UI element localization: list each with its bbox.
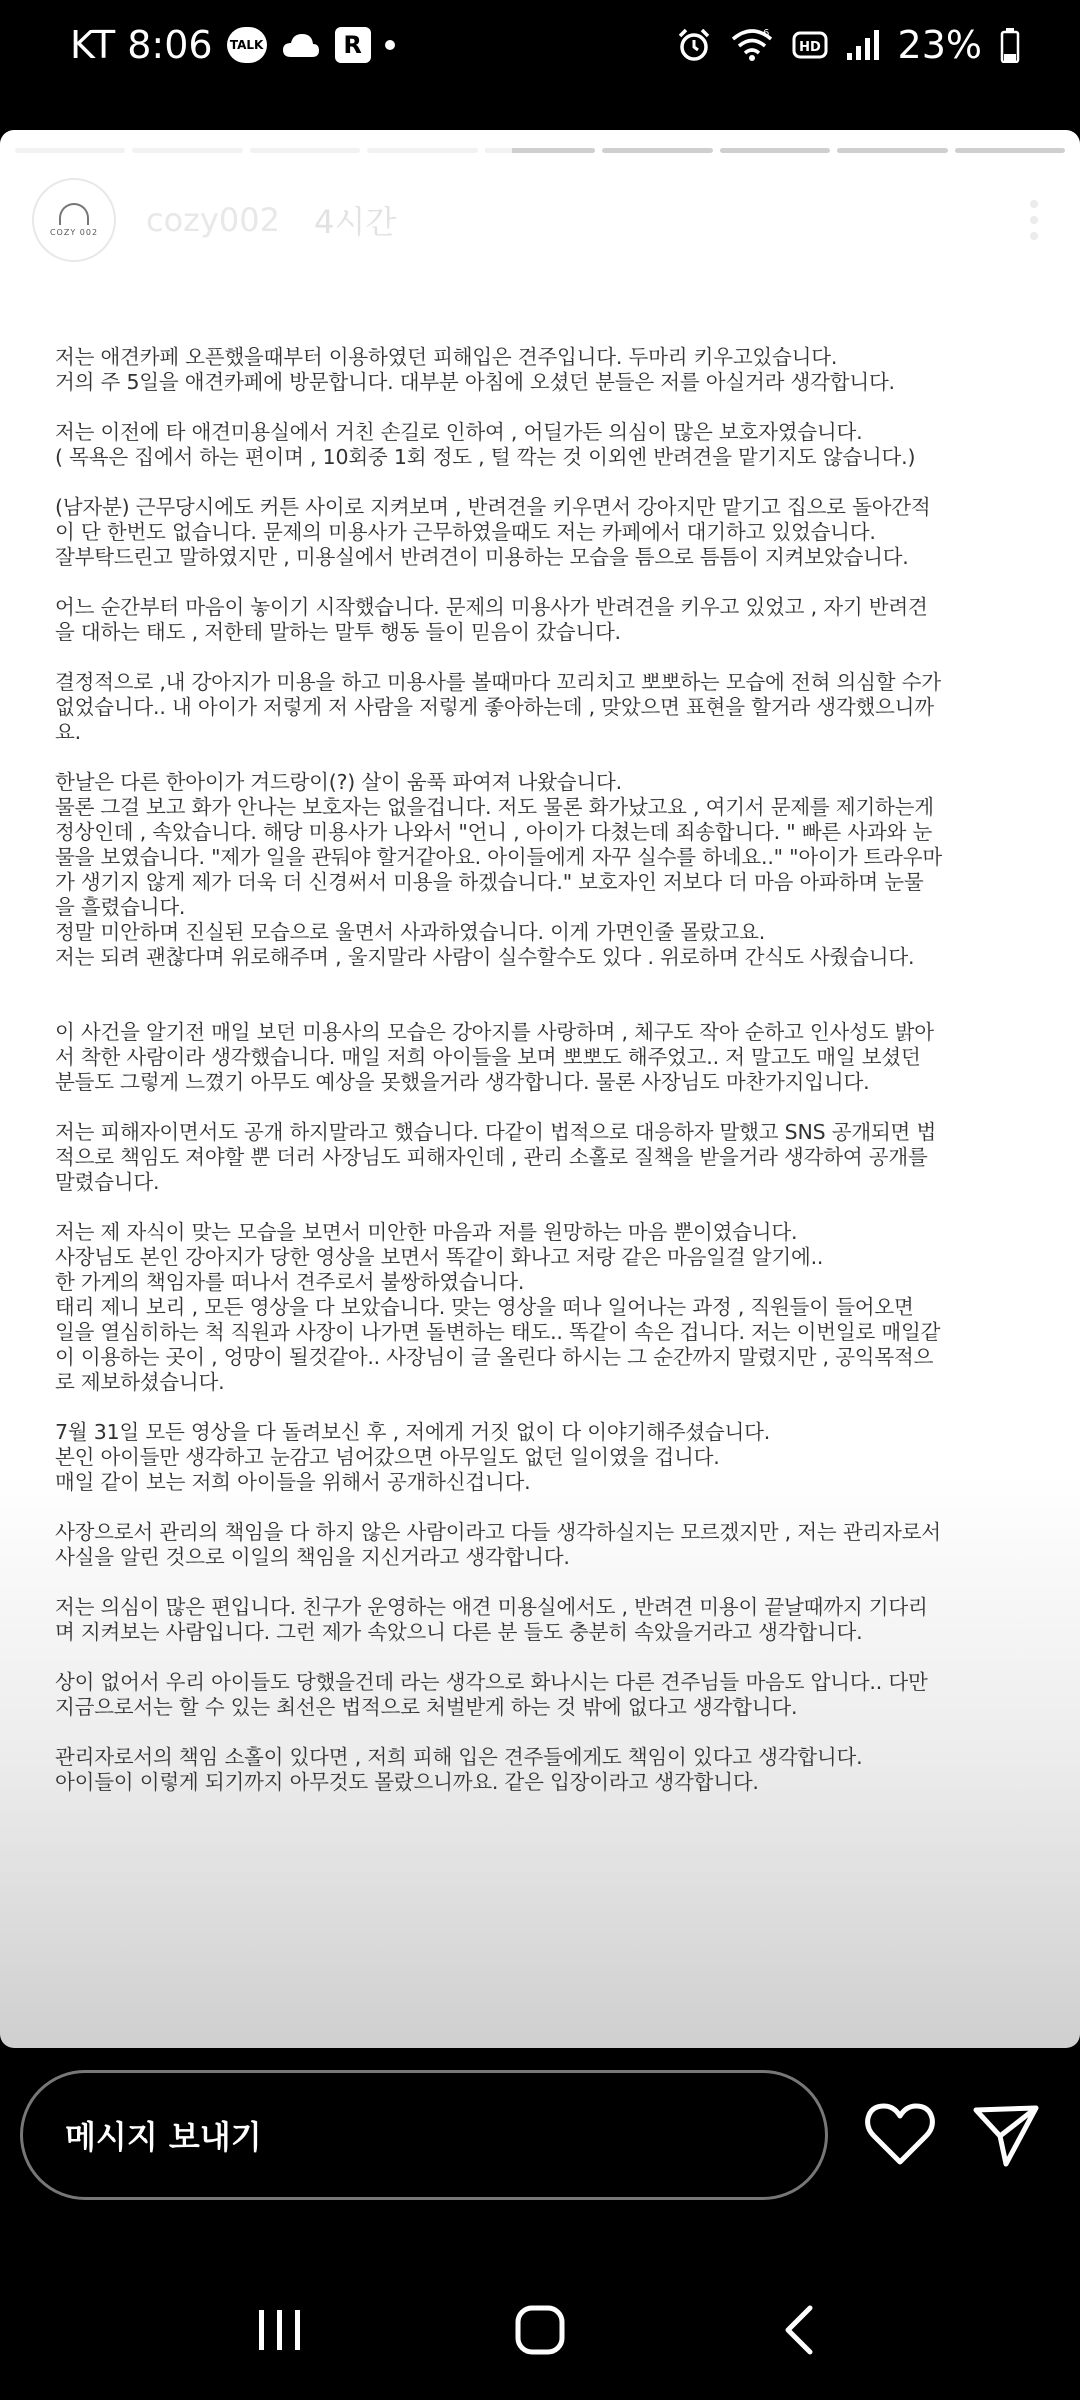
wifi-icon	[730, 27, 774, 63]
story-text-line: 저는 애견카페 오픈했을때부터 이용하였던 피해입은 견주입니다. 두마리 키우고있습니다.	[55, 345, 838, 369]
story-text-line: 로 제보하셨습니다.	[55, 1370, 225, 1394]
story-time-ago: 4시간	[313, 203, 397, 241]
notification-dot-icon	[385, 40, 395, 50]
story-text-line: 잘부탁드린고 말하였지만 , 미용실에서 반려견이 미용하는 모습을 틈으로 틈틈이 지켜보았습니다.	[55, 545, 909, 569]
story-progress-fill	[15, 148, 125, 153]
story-progress-fill	[250, 148, 360, 153]
story-text-line: (남자분) 근무당시에도 커튼 사이로 지켜보며 , 반려견을 키우면서 강아지만 맡기고 집으로 돌아간적	[55, 495, 931, 519]
story-paragraph	[55, 1520, 1030, 1570]
avatar-logo-text: COZY 002	[49, 228, 99, 237]
story-text-line: 매일 같이 보는 저희 아이들을 위해서 공개하신겁니다.	[55, 1470, 531, 1494]
story-text-line: 관리자로서의 책임 소홀이 있다면 , 저희 피해 입은 견주들에게도 책임이 있다고 생각합니다.	[55, 1745, 863, 1769]
story-paragraph	[55, 670, 1030, 745]
story-progress-segment	[485, 148, 595, 153]
story-text-line: 적으로 책임도 져야할 뿐 더러 사장님도 피해자인데 , 관리 소홀로 질책을 받을거라 생각하여 공개를	[55, 1145, 928, 1169]
story-text-line: 한날은 다른 한아이가 겨드랑이(?) 살이 움푹 파여져 나왔습니다.	[55, 770, 622, 794]
story-card[interactable]	[0, 130, 1080, 2048]
recents-icon[interactable]	[240, 2290, 320, 2370]
more-options-icon[interactable]	[1030, 200, 1048, 240]
story-progress-segment	[250, 148, 360, 153]
story-text-line: ( 목욕은 집에서 하는 편이며 , 10회중 1회 정도 , 털 깍는 것 이외엔 반려견을 맡기지도 않습니다.)	[55, 445, 916, 469]
status-bar	[0, 0, 1080, 90]
story-progress-fill	[132, 148, 242, 153]
story-text-line: 결정적으로 ,내 강아지가 미용을 하고 미용사를 볼때마다 꼬리치고 뽀뽀하는 모습에 전혀 의심할 수가	[55, 670, 941, 694]
story-username[interactable]: cozy002	[146, 201, 280, 239]
story-text-line: 을 흘렸습니다.	[55, 895, 186, 919]
story-text-line: 저는 되려 괜찮다며 위로해주며 , 울지말라 사람이 실수할수도 있다 . 위로하며 간식도 사줬습니다.	[55, 945, 915, 969]
story-paragraph	[55, 345, 1030, 395]
story-progress-segment	[15, 148, 125, 153]
story-text-line: 한 가게의 책임자를 떠나서 견주로서 불쌍하였습니다.	[55, 1270, 525, 1294]
story-text-line: 정말 미안하며 진실된 모습으로 울면서 사과하였습니다. 이게 가면인줄 몰랐고요.	[55, 920, 766, 944]
battery-icon	[1000, 27, 1020, 63]
story-text-line: 을 대하는 태도 , 저한테 말하는 말투 행동 들이 믿음이 갔습니다.	[55, 620, 621, 644]
story-text-line: 물론 그걸 보고 화가 안나는 보호자는 없을겁니다. 저도 물론 화가났고요 , 여기서 문제를 제기하는게	[55, 795, 934, 819]
story-text-line: 태리 제니 보리 , 모든 영상을 다 보았습니다. 맞는 영상을 떠나 일어나는 과정 , 직원들이 들어오면	[55, 1295, 914, 1319]
story-progress-segment	[955, 148, 1065, 153]
story-paragraph	[55, 495, 1030, 570]
heart-icon[interactable]	[864, 2100, 936, 2170]
story-text-line: 사실을 알린 것으로 이일의 책임을 지신거라고 생각합니다.	[55, 1545, 570, 1569]
story-text-line: 분들도 그렇게 느꼈기 아무도 예상을 못했을거라 생각합니다. 물론 사장님도 마찬가지입니다.	[55, 1070, 870, 1094]
story-text-line: 이 이용하는 곳이 , 엉망이 될것같아.. 사장님이 글 올린다 하시는 그 순간까지 말렸지만 , 공익목적으	[55, 1345, 934, 1369]
story-text-line: 저는 피해자이면서도 공개 하지말라고 했습니다. 다같이 법적으로 대응하자 말했고 SNS 공개되면 법	[55, 1120, 937, 1144]
story-progress-segment	[837, 148, 947, 153]
system-nav-bar	[0, 2260, 1080, 2400]
story-paragraph	[55, 1120, 1030, 1195]
cloud-icon	[281, 31, 321, 59]
story-text-line: 저는 제 자식이 맞는 모습을 보면서 미안한 마음과 저를 원망하는 마음 뿐이였습니다.	[55, 1220, 798, 1244]
story-text-line: 며 지켜보는 사람입니다. 그런 제가 속았으니 다른 분 들도 충분히 속았을거라고 생각합니다.	[55, 1620, 863, 1644]
story-text-line: 상이 없어서 우리 아이들도 당했을건데 라는 생각으로 화나시는 다른 견주님들 마음도 압니다.. 다만	[55, 1670, 928, 1694]
home-icon[interactable]	[500, 2290, 580, 2370]
story-text-line: 아이들이 이렇게 되기까지 아무것도 몰랐으니까요. 같은 입장이라고 생각합니다.	[55, 1770, 759, 1794]
story-paragraph	[55, 595, 1030, 645]
story-progress-segment	[720, 148, 830, 153]
story-progress-segment	[367, 148, 477, 153]
story-text-line: 이 사건을 알기전 매일 보던 미용사의 모습은 강아지를 사랑하며 , 체구도 작아 순하고 인사성도 밝아	[55, 1020, 934, 1044]
hd-voice-icon	[792, 29, 828, 61]
send-message-input[interactable]	[20, 2070, 828, 2200]
story-paragraph	[55, 1670, 1030, 1720]
story-text-line: 없었습니다.. 내 아이가 저렇게 저 사람을 저렇게 좋아하는데 , 맞았으면 표현을 할거라 생각했으니까	[55, 695, 934, 719]
send-message-placeholder: 메시지 보내기	[65, 2118, 262, 2156]
carrier-time: KT 8:06	[70, 23, 213, 67]
story-paragraph	[55, 1420, 1030, 1495]
story-text-line: 사장으로서 관리의 책임을 다 하지 않은 사람이라고 다들 생각하실지는 모르겠지만 , 저는 관리자로서	[55, 1520, 941, 1544]
story-text-line: 어느 순간부터 마음이 놓이기 시작했습니다. 문제의 미용사가 반려견을 키우고 있었고 , 자기 반려견	[55, 595, 928, 619]
story-text-line: 물을 보였습니다. "제가 일을 관둬야 할거같아요. 아이들에게 자꾸 실수를 하네요.." "아이가 트라우마	[55, 845, 942, 869]
story-text-line: 요.	[55, 720, 81, 744]
story-text-line: 가 생기지 않게 제가 더욱 더 신경써서 미용을 하겠습니다." 보호자인 저보다 더 마음 아파하며 눈물	[55, 870, 924, 894]
story-text-line: 사장님도 본인 강아지가 당한 영상을 보면서 똑같이 화나고 저랑 같은 마음일걸 알기에..	[55, 1245, 824, 1269]
story-text-line: 거의 주 5일을 애견카페에 방문합니다. 대부분 아침에 오셨던 분들은 저를 아실거라 생각합니다.	[55, 370, 895, 394]
story-progress-fill	[485, 148, 513, 153]
story-text-line: 본인 아이들만 생각하고 눈감고 넘어갔으면 아무일도 없던 일이였을 겁니다.	[55, 1445, 720, 1469]
kakaotalk-icon: TALK	[227, 27, 267, 63]
story-header	[32, 178, 1048, 262]
story-text-content	[55, 345, 1030, 1820]
story-text-line: 말렸습니다.	[55, 1170, 160, 1194]
story-text-line: 일을 열심히하는 척 직원과 사장이 나가면 돌변하는 태도.. 똑같이 속은 겁니다. 저는 이번일로 매일같	[55, 1320, 941, 1344]
avatar[interactable]	[32, 178, 116, 262]
alarm-icon	[676, 27, 712, 63]
story-progress-fill	[367, 148, 477, 153]
svg-text:6: 6	[762, 28, 769, 39]
signal-icon	[846, 29, 880, 61]
send-icon[interactable]	[970, 2100, 1042, 2170]
story-progress-segment	[602, 148, 712, 153]
story-text-line: 서 착한 사람이라 생각했습니다. 매일 저희 아이들을 보며 뽀뽀도 해주었고.. 저 말고도 매일 보셨던	[55, 1045, 921, 1069]
battery-percent: 23%	[897, 23, 982, 67]
story-paragraph	[55, 1745, 1030, 1795]
story-text-line: 7월 31일 모든 영상을 다 돌려보신 후 , 저에게 거짓 없이 다 이야기해주셨습니다.	[55, 1420, 771, 1444]
story-paragraph	[55, 1020, 1030, 1095]
r-app-icon: R	[335, 27, 371, 63]
svg-text:HD: HD	[798, 40, 821, 55]
story-progress-segment	[132, 148, 242, 153]
story-paragraph	[55, 770, 1030, 970]
story-text-line: 정상인데 , 속았습니다. 해당 미용사가 나와서 "언니 , 아이가 다쳤는데 죄송합니다. " 빠른 사과와 눈	[55, 820, 933, 844]
story-text-line: 이 단 한번도 없습니다. 문제의 미용사가 근무하였을때도 저는 카페에서 대기하고 있었습니다.	[55, 520, 876, 544]
story-text-line: 저는 이전에 타 애견미용실에서 거친 손길로 인하여 , 어딜가든 의심이 많은 보호자였습니다.	[55, 420, 863, 444]
story-text-line: 지금으로서는 할 수 있는 최선은 법적으로 처벌받게 하는 것 밖에 없다고 생각합니다.	[55, 1695, 798, 1719]
story-text-line: 저는 의심이 많은 편입니다. 친구가 운영하는 애견 미용실에서도 , 반려견 미용이 끝날때까지 기다리	[55, 1595, 928, 1619]
story-paragraph	[55, 420, 1030, 470]
story-paragraph	[55, 1595, 1030, 1645]
story-paragraph	[55, 1220, 1030, 1395]
avatar-logo-icon	[59, 203, 89, 225]
story-progress-bar	[15, 148, 1065, 153]
back-icon[interactable]	[760, 2290, 840, 2370]
